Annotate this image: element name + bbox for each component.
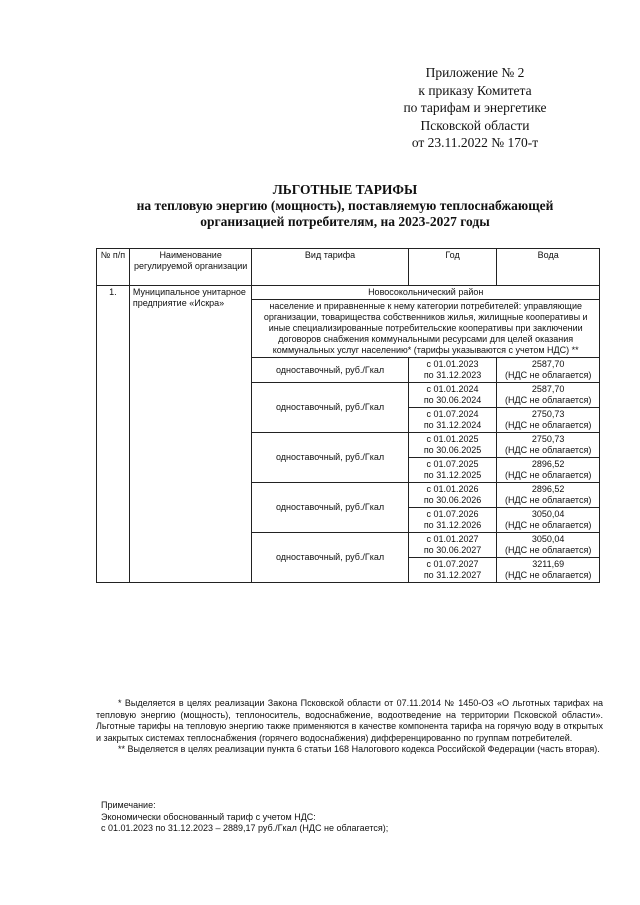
period-cell: с 01.07.2024 по 31.12.2024 [408, 408, 497, 433]
tariff-kind: одноставочный, руб./Гкал [252, 433, 408, 483]
tariff-value-cell: 2896,52 (НДС не облагается) [497, 483, 600, 508]
tariff-kind: одноставочный, руб./Гкал [252, 358, 408, 383]
remark-line: с 01.01.2023 по 31.12.2023 – 2889,17 руб./Гкал (НДС не облагается); [101, 823, 389, 833]
remark-line: Экономически обоснованный тариф с учетом НДС: [101, 811, 316, 822]
consumer-category: население и приравненные к нему категории потребителей: управляющие организации, товарищества собственников жилья, жилищные кооперативы и иные специализированные потребительские кооперативы при заключении договоров снабжения коммунальными ресурсами для целей оказания коммунальных услуг населению* (тарифы указываются с учетом НДС) ** [252, 300, 600, 358]
header-num: № п/п [97, 249, 130, 286]
row-number: 1. [97, 286, 130, 583]
period-cell: с 01.01.2027 по 30.06.2027 [408, 533, 497, 558]
tariff-value-cell: 2750,73 (НДС не облагается) [497, 408, 600, 433]
remark-heading: Примечание: [101, 800, 156, 810]
tariff-value-cell: 2587,70 (НДС не облагается) [497, 358, 600, 383]
period-cell: с 01.01.2023 по 31.12.2023 [408, 358, 497, 383]
footnotes [96, 698, 603, 756]
footnote-2: ** Выделяется в целях реализации пункта 6 статьи 168 Налогового кодекса Российской Федерации (часть вторая). [118, 744, 600, 754]
header-year: Год [408, 249, 497, 286]
appendix-line: к приказу Комитета [418, 82, 532, 98]
tariff-kind: одноставочный, руб./Гкал [252, 533, 408, 583]
period-cell: с 01.01.2025 по 30.06.2025 [408, 433, 497, 458]
tariff-value-cell: 2750,73 (НДС не облагается) [497, 433, 600, 458]
remark-block [101, 800, 601, 835]
appendix-line: Приложение № 2 [425, 65, 525, 80]
tariff-table [96, 248, 600, 583]
period-cell: с 01.07.2027 по 31.12.2027 [408, 558, 497, 583]
title-line: ЛЬГОТНЫЕ ТАРИФЫ [272, 182, 418, 197]
appendix-header [380, 64, 570, 152]
appendix-line: Псковской области [420, 117, 530, 133]
header-water: Вода [497, 249, 600, 286]
tariff-value-cell: 3211,69 (НДС не облагается) [497, 558, 600, 583]
appendix-line: от 23.11.2022 № 170-т [411, 135, 539, 150]
tariff-value-cell: 2896,52 (НДС не облагается) [497, 458, 600, 483]
organization-name: Муниципальное унитарное предприятие «Искра» [129, 286, 252, 583]
table-row [97, 286, 600, 300]
header-org: Наименование регулируемой организации [129, 249, 252, 286]
period-cell: с 01.01.2026 по 30.06.2026 [408, 483, 497, 508]
tariff-kind: одноставочный, руб./Гкал [252, 483, 408, 533]
document-title [95, 182, 595, 230]
period-cell: с 01.07.2026 по 31.12.2026 [408, 508, 497, 533]
tariff-value-cell: 2587,70 (НДС не облагается) [497, 383, 600, 408]
header-kind: Вид тарифа [252, 249, 408, 286]
appendix-line: по тарифам и энергетике [403, 100, 547, 115]
table-header-row [97, 249, 600, 286]
period-cell: с 01.01.2024 по 30.06.2024 [408, 383, 497, 408]
footnote-1: * Выделяется в целях реализации Закона Псковской области от 07.11.2014 № 1450-ОЗ «О льготных тарифах на тепловую энергию (мощность), теплоноситель, водоснабжение, водоотведение на территории Псковской области». Льготные тарифы на тепловую энергию также применяются в качестве компонента тарифа на горячую воду в открытых и закрытых системах теплоснабжения (горячего водоснабжения) дифференцированно по группам потребителей. [96, 698, 603, 743]
title-line: на тепловую энергию (мощность), поставляемую теплоснабжающей [136, 198, 554, 213]
tariff-value-cell: 3050,04 (НДС не облагается) [497, 533, 600, 558]
title-line: организацией потребителям, на 2023-2027 годы [200, 214, 490, 229]
tariff-kind: одноставочный, руб./Гкал [252, 383, 408, 433]
period-cell: с 01.07.2025 по 31.12.2025 [408, 458, 497, 483]
tariff-value-cell: 3050,04 (НДС не облагается) [497, 508, 600, 533]
district-name: Новосокольнический район [252, 286, 600, 300]
